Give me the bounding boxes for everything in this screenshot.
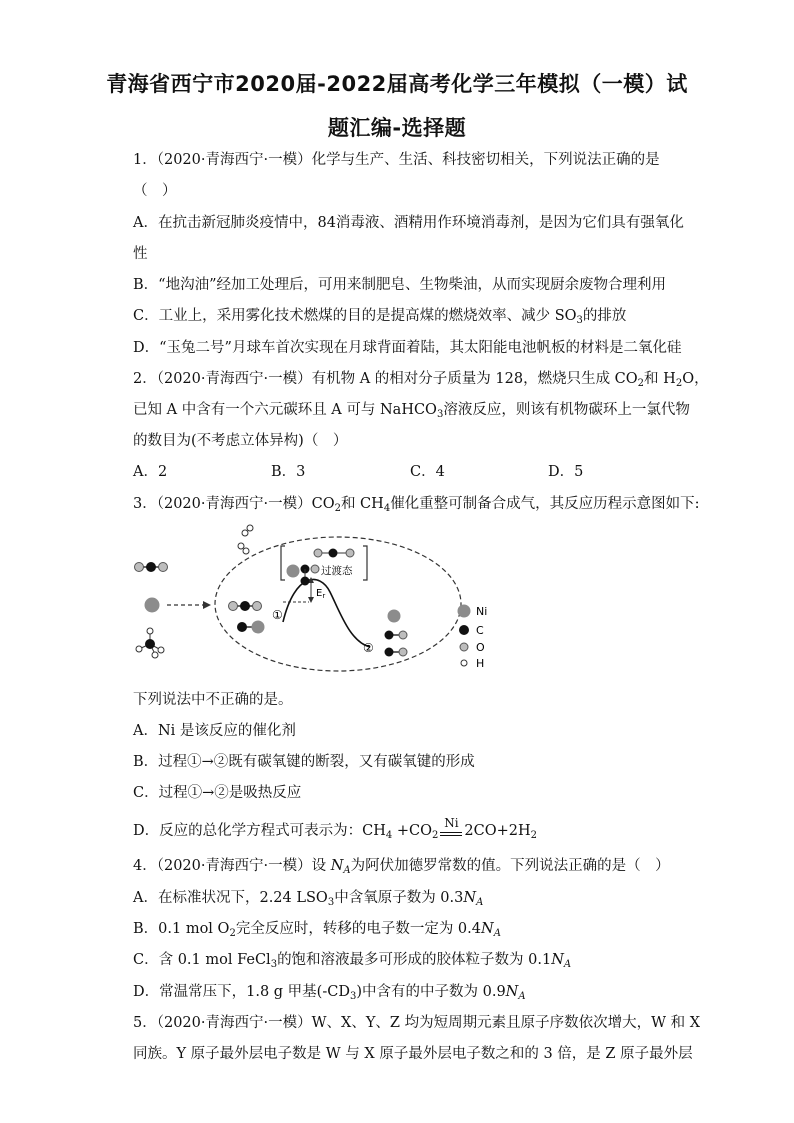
q1-option-d: D．“玉兔二号”月球车首次实现在月球背面着陆，其太阳能电池帆板的材料是二氧化硅	[133, 340, 682, 356]
activation-energy-label: $E_r$	[316, 588, 326, 600]
q2-option-a: A．2	[133, 464, 168, 480]
q1-answer-paren: （ ）	[133, 183, 177, 199]
q2-stem-line3: 的数目为(不考虑立体异构)（ ）	[133, 433, 348, 449]
adsorbed-co2-icon	[229, 601, 262, 611]
q2-stem-line1: 2．（2020·青海西宁·一模）有机物 A 的相对分子质量为 128，燃烧只生成 $CO_2$和 $H_2O$，	[133, 371, 709, 389]
q4-option-c: C．含 0.1 mol FeCl$_3$的饱和溶液最多可形成的胶体粒子数为 $0.1N_A$	[133, 952, 572, 970]
legend-c-icon	[459, 625, 469, 635]
q3-option-b: B．过程①→②既有碳氧键的断裂，又有碳氧键的形成	[133, 754, 475, 770]
transition-state-label: 过渡态	[321, 565, 353, 577]
h2-molecule-icon	[238, 525, 253, 554]
q3-question: 下列说法中不正确的是。	[133, 692, 293, 708]
q1-option-c: C．工业上，采用雾化技术燃煤的目的是提高煤的燃烧效率、减少 $SO_3$的排放	[133, 308, 627, 326]
q1-stem: 1．（2020·青海西宁·一模）化学与生产、生活、科技密切相关，下列说法正确的是	[133, 152, 660, 168]
atom-legend	[458, 605, 488, 671]
nickel-atom-icon	[145, 598, 160, 613]
energy-profile-curve	[283, 580, 370, 647]
q2-stem-line2: 已知 A 中含有一个六元碳环且 A 可与 NaHCO$_3$溶液反应，则该有机物碳环上一氯代物	[133, 402, 690, 420]
q2-option-c: C．4	[410, 464, 445, 480]
transition-state-top-co2-icon	[314, 549, 354, 558]
product-co-icon-2	[385, 648, 408, 657]
product-nickel-atom-icon	[388, 610, 401, 623]
q3-option-a: A．Ni 是该反应的催化剂	[133, 723, 296, 739]
document-title-line-2: 题汇编-选择题	[327, 116, 467, 140]
co2-molecule-icon	[135, 562, 168, 572]
svg-text:C: C	[476, 624, 484, 637]
step-1-label: ①	[272, 608, 283, 622]
product-co-icon	[385, 631, 408, 640]
legend-ni-icon	[458, 605, 471, 618]
q5-stem-line2: 同族。Y 原子最外层电子数是 W 与 X 原子最外层电子数之和的 3 倍，是 Z 原子最外层	[133, 1046, 693, 1062]
q4-option-b: B．0.1 mol $O_2$完全反应时，转移的电子数一定为 $0.4N_A$	[133, 921, 501, 939]
step-2-label: ②	[363, 641, 374, 655]
reaction-mechanism-diagram	[125, 522, 505, 678]
q2-option-d: D．5	[548, 464, 584, 480]
transition-state-complex-icon	[287, 565, 320, 586]
transition-state-bracket-left	[281, 546, 285, 580]
q4-option-a: A．在标准状况下，2.24 $LSO_3$中含氧原子数为 $0.3N_A$	[133, 890, 484, 908]
q1-option-a-line2: 性	[133, 246, 148, 262]
document-title-line-1: 青海省西宁市2020届-2022届高考化学三年模拟（一模）试	[106, 72, 688, 96]
catalyst-equals-sign: Ni	[438, 821, 464, 841]
q3-option-c: C．过程①→②是吸热反应	[133, 785, 302, 801]
transition-state-bracket-right	[363, 546, 367, 580]
svg-text:O: O	[476, 641, 485, 654]
q1-option-b: B．“地沟油”经加工处理后，可用来制肥皂、生物柴油，从而实现厨余废物合理利用	[133, 277, 666, 293]
q3-option-d: D．反应的总化学方程式可表示为：$CH_4 +CO_2$ Ni $2CO+2H_2$	[133, 816, 537, 841]
svg-text:Ni: Ni	[476, 605, 488, 618]
q1-option-a-line1: A．在抗击新冠肺炎疫情中，84消毒液、酒精用作环境消毒剂，是因为它们具有强氧化	[133, 215, 684, 231]
ch4-molecule-icon	[136, 628, 164, 658]
catalyst-surface-boundary	[215, 537, 461, 671]
legend-o-icon	[460, 643, 468, 651]
adsorbed-ni-c-icon	[237, 621, 265, 634]
q4-stem: 4．（2020·青海西宁·一模）设 $N_A$为阿伏加德罗常数的值。下列说法正确的是（ ）	[133, 858, 670, 876]
q3-stem: 3．（2020·青海西宁·一模）$CO_2$和 $CH_4$催化重整可制备合成气，其反应历程示意图如下:	[133, 496, 700, 514]
svg-text:H: H	[476, 657, 485, 670]
q4-option-d: D．常温常压下，1.8 g 甲基$(-CD_3)$中含有的中子数为 $0.9N_A$	[133, 984, 526, 1002]
q5-stem-line1: 5．（2020·青海西宁·一模）W、X、Y、Z 均为短周期元素且原子序数依次增大，W 和 X	[133, 1015, 701, 1031]
q2-option-b: B．3	[271, 464, 306, 480]
legend-h-icon	[461, 660, 467, 666]
q2-options	[133, 462, 673, 482]
